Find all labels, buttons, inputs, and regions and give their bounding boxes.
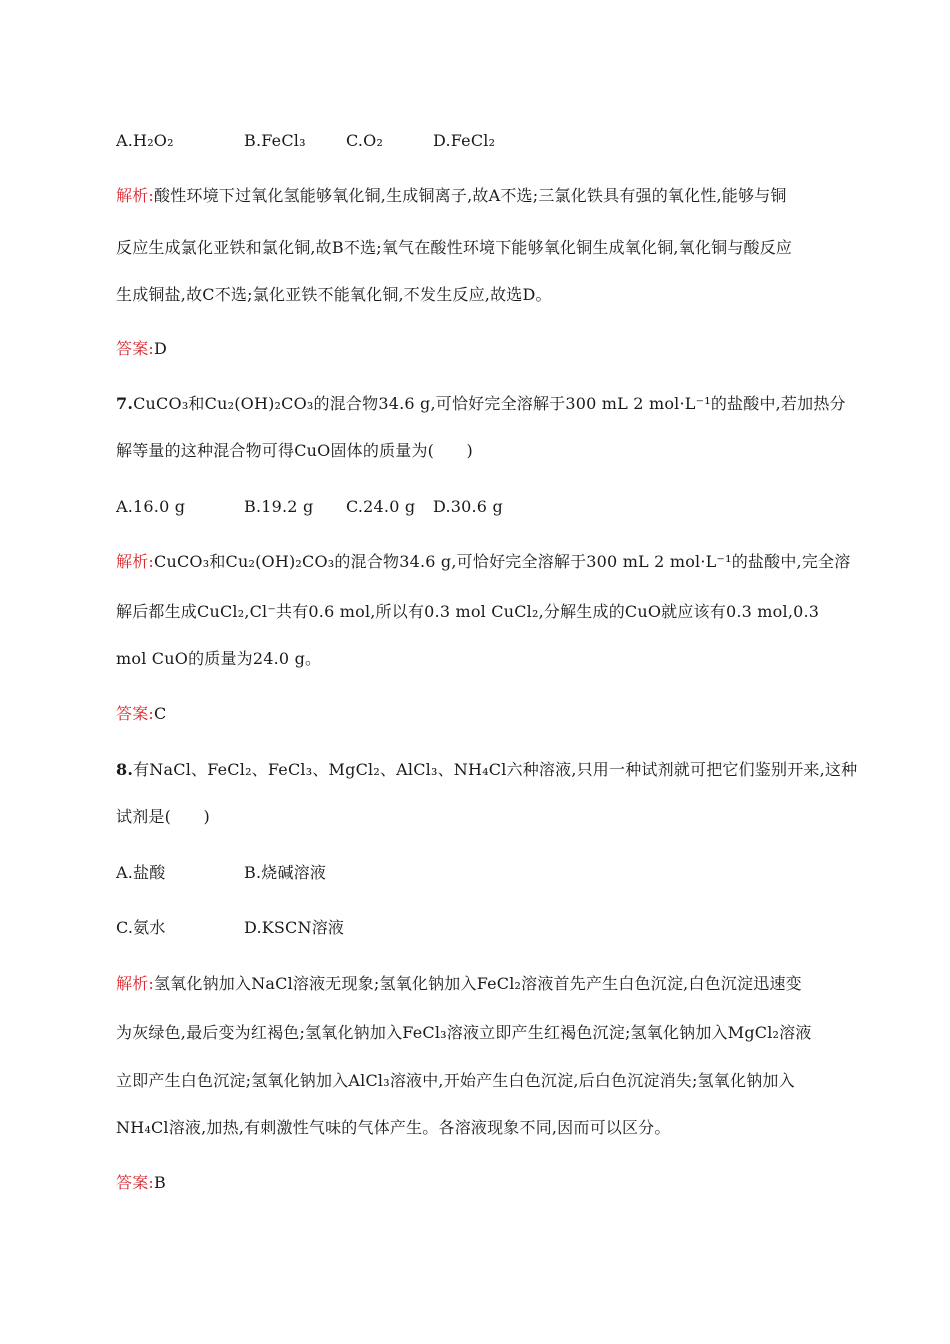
q6-analysis-line-3: 生成铜盐,故C不选;氯化亚铁不能氧化铜,不发生反应,故选D。 (116, 285, 552, 304)
q6-analysis-text-1: 酸性环境下过氧化氢能够氧化铜,生成铜离子,故A不选;三氯化铁具有强的氧化性,能够与铜 (154, 186, 787, 205)
q8-answer-label: 答案: (116, 1173, 154, 1192)
q7-analysis-line-3: mol CuO的质量为24.0 g。 (116, 649, 322, 668)
q6-answer (116, 338, 834, 360)
q8-analysis-label: 解析: (116, 974, 154, 993)
q7-analysis-line-2: 解后都生成CuCl₂,Cl⁻共有0.6 mol,所以有0.3 mol CuCl₂,分解生成的CuO就应该有0.3 mol,0.3 (116, 602, 820, 621)
q7-answer (116, 703, 834, 725)
q7-option-b: B.19.2 g (244, 497, 314, 516)
q6-answer-value: D (154, 339, 168, 358)
q8-analysis-text-1: 氢氧化钠加入NaCl溶液无现象;氢氧化钠加入FeCl₂溶液首先产生白色沉淀,白色沉淀迅速变 (154, 974, 802, 993)
q7-answer-value: C (154, 704, 167, 723)
q7-analysis-label: 解析: (116, 552, 154, 571)
q6-option-a: A.H₂O₂ (116, 131, 174, 150)
q8-number: 8. (116, 760, 134, 779)
q6-option-b: B.FeCl₃ (244, 131, 306, 150)
q7-option-d: D.30.6 g (433, 497, 503, 516)
q8-answer-value: B (154, 1173, 166, 1192)
q8-option-a: A.盐酸 (116, 863, 166, 882)
q8-analysis-line-4: NH₄Cl溶液,加热,有刺激性气味的气体产生。各溶液现象不同,因而可以区分。 (116, 1118, 671, 1137)
q6-option-c: C.O₂ (346, 131, 384, 150)
q8-answer (116, 1172, 834, 1194)
q8-stem-line-2: 试剂是( ) (116, 807, 210, 826)
q7-option-a: A.16.0 g (116, 497, 186, 516)
q6-option-d: D.FeCl₂ (433, 131, 496, 150)
q7-stem-line-2: 解等量的这种混合物可得CuO固体的质量为( ) (116, 441, 473, 460)
q6-analysis-label: 解析: (116, 186, 154, 205)
q8-option-d: D.KSCN溶液 (244, 918, 345, 937)
q7-stem-line-1 (116, 393, 846, 415)
q7-analysis-text-1: CuCO₃和Cu₂(OH)₂CO₃的混合物34.6 g,可恰好完全溶解于300 mL 2 mol·L⁻¹的盐酸中,完全溶 (154, 552, 851, 571)
q7-answer-label: 答案: (116, 704, 154, 723)
q7-stem-text-1: CuCO₃和Cu₂(OH)₂CO₃的混合物34.6 g,可恰好完全溶解于300 mL 2 mol·L⁻¹的盐酸中,若加热分 (133, 394, 846, 413)
q6-analysis-line-1 (116, 185, 834, 207)
q7-analysis-line-1 (116, 551, 851, 573)
q7-number: 7. (116, 394, 134, 413)
q6-answer-label: 答案: (116, 339, 154, 358)
q8-option-c: C.氨水 (116, 918, 166, 937)
q8-stem-text-1: 有NaCl、FeCl₂、FeCl₃、MgCl₂、AlCl₃、NH₄Cl六种溶液,只用一种试剂就可把它们鉴别开来,这种 (133, 760, 858, 779)
q8-analysis-line-2: 为灰绿色,最后变为红褐色;氢氧化钠加入FeCl₃溶液立即产生红褐色沉淀;氢氧化钠加入MgCl₂溶液 (116, 1023, 812, 1042)
q8-stem-line-1 (116, 759, 858, 781)
q8-option-b: B.烧碱溶液 (244, 863, 327, 882)
q6-analysis-line-2: 反应生成氯化亚铁和氯化铜,故B不选;氧气在酸性环境下能够氧化铜生成氧化铜,氧化铜与酸反应 (116, 238, 793, 257)
q8-analysis-line-1 (116, 973, 834, 995)
q7-option-c: C.24.0 g (346, 497, 416, 516)
q8-analysis-line-3: 立即产生白色沉淀;氢氧化钠加入AlCl₃溶液中,开始产生白色沉淀,后白色沉淀消失;氢氧化钠加入 (116, 1071, 795, 1090)
